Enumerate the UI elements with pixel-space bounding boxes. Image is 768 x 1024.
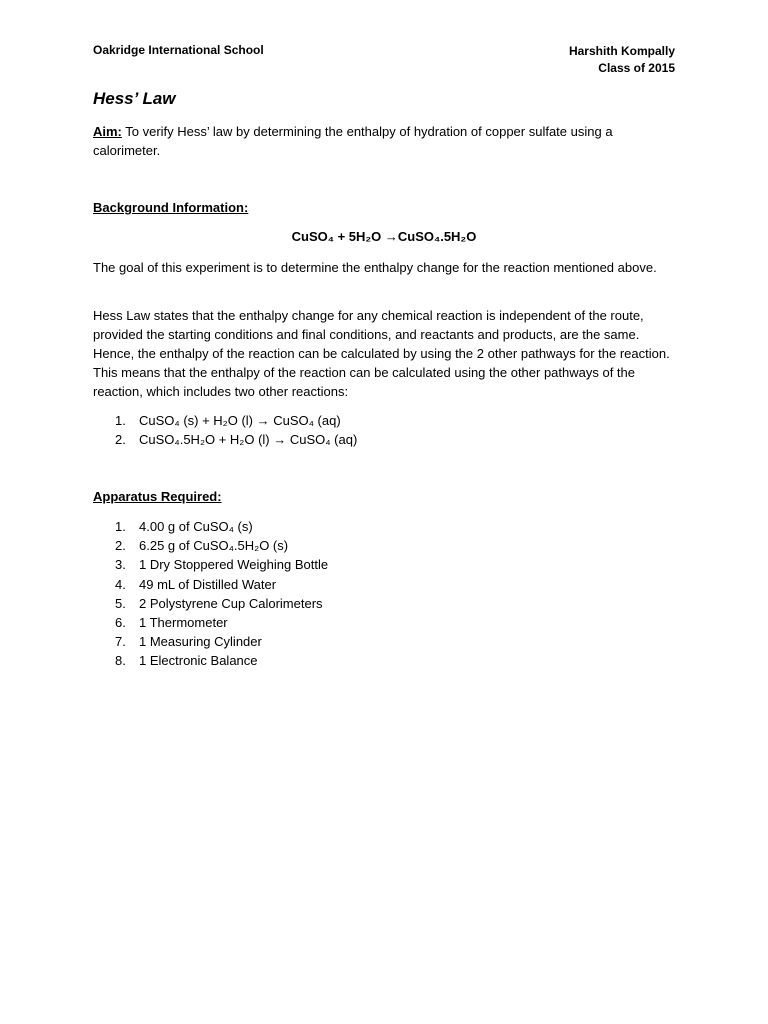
list-item	[93, 651, 653, 670]
aim-label: Aim:	[93, 124, 122, 139]
apparatus-text: 49 mL of Distilled Water	[139, 576, 277, 592]
apparatus-text: 6.25 g of CuSO₄.5H₂O (s)	[139, 538, 289, 554]
apparatus-heading: Apparatus Required:	[93, 489, 222, 504]
hess-law-paragraph: Hess Law states that the enthalpy change for any chemical reaction is independent of the route, provided the starting conditions and final conditions, and reactants and products, are the same. Hence, the enthalpy of the reaction can be calculated by using the 2 other pathways for the reaction. This means that the enthalpy of the reaction can be calculated using the other pathways of the reaction, which includes two other reactions:	[93, 308, 670, 399]
list-item	[93, 411, 653, 430]
background-heading: Background Information:	[93, 200, 249, 215]
apparatus-text: 1 Measuring Cylinder	[139, 634, 262, 650]
reaction-text: CuSO₄ (s) + H₂O (l) → CuSO₄ (aq)	[139, 413, 341, 428]
page-title: Hess’ Law	[93, 89, 176, 108]
list-number: 1.	[115, 519, 126, 534]
list-number: 4.	[115, 576, 126, 592]
school-name: Oakridge International School	[93, 43, 264, 57]
list-item	[93, 575, 653, 594]
list-number: 5.	[115, 595, 126, 611]
list-item	[93, 430, 653, 449]
reaction-list	[93, 411, 653, 449]
apparatus-text: 1 Electronic Balance	[139, 653, 258, 669]
aim-paragraph	[93, 122, 675, 160]
list-number: 8.	[115, 653, 126, 669]
list-number: 2.	[115, 432, 126, 448]
apparatus-text: 1 Thermometer	[139, 615, 228, 631]
list-item	[93, 555, 653, 574]
apparatus-list	[93, 517, 653, 671]
list-item	[93, 632, 653, 651]
list-item	[93, 517, 653, 536]
reaction-text: CuSO₄.5H₂O + H₂O (l) → CuSO₄ (aq)	[139, 432, 358, 448]
list-number: 2.	[115, 538, 126, 554]
author-block	[569, 43, 675, 77]
apparatus-text: 1 Dry Stoppered Weighing Bottle	[139, 557, 329, 573]
list-number: 1.	[115, 413, 126, 428]
aim-text: To verify Hess’ law by determining the enthalpy of hydration of copper sulfate using a calorimeter.	[93, 124, 613, 158]
document-page	[93, 0, 675, 1024]
list-item	[93, 613, 653, 632]
list-number: 3.	[115, 557, 126, 573]
main-equation: CuSO₄ + 5H₂O →CuSO₄.5H₂O	[291, 229, 477, 244]
author-name: Harshith Kompally	[568, 44, 675, 58]
goal-paragraph: The goal of this experiment is to determine the enthalpy change for the reaction mentioned above.	[93, 260, 657, 275]
class-year: Class of 2015	[598, 61, 675, 75]
list-number: 7.	[115, 634, 126, 650]
list-item	[93, 536, 653, 555]
list-number: 6.	[115, 615, 126, 631]
list-item	[93, 594, 653, 613]
apparatus-text: 4.00 g of CuSO₄ (s)	[139, 519, 253, 534]
apparatus-text: 2 Polystyrene Cup Calorimeters	[139, 595, 323, 611]
